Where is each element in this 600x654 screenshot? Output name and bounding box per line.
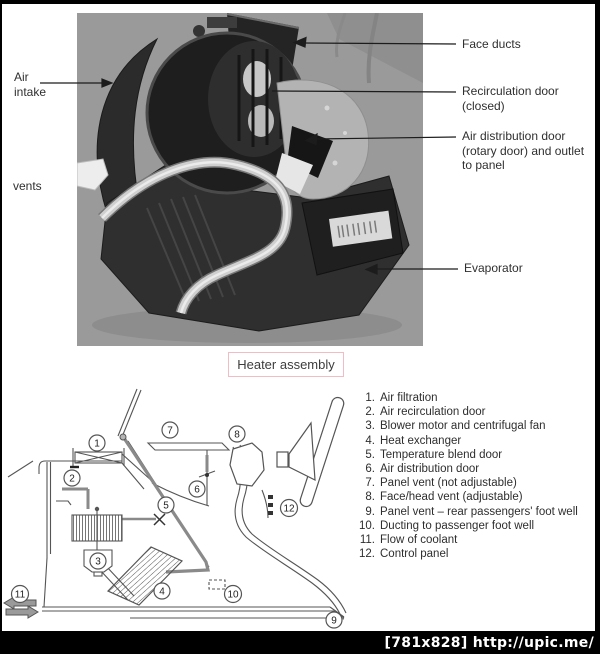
legend-item: 11. Flow of coolant bbox=[359, 534, 458, 547]
diagram-bonnet bbox=[8, 461, 33, 477]
label-evaporator: Evaporator bbox=[464, 261, 523, 275]
label-air-distribution-door: Air distribution door (rotary door) and outlet to panel bbox=[462, 129, 585, 172]
frame-border-left bbox=[0, 0, 2, 654]
diagram-coolant-arrow-right bbox=[6, 606, 38, 618]
callout-5: 5 bbox=[163, 500, 169, 512]
callout-12: 12 bbox=[283, 503, 295, 515]
legend-item: 1. Air filtration bbox=[365, 392, 438, 404]
diagram-face-vent bbox=[148, 443, 229, 450]
callout-7: 7 bbox=[167, 425, 173, 437]
air-intake-arrowhead bbox=[102, 79, 112, 87]
callout-6: 6 bbox=[194, 484, 200, 496]
diagram-instrument-binnacle bbox=[230, 443, 264, 486]
label-vents: vents bbox=[13, 179, 42, 193]
legend-item: 4. Heat exchanger bbox=[365, 434, 462, 447]
diagram-windscreen bbox=[118, 389, 137, 436]
legend-item: 8. Face/head vent (adjustable) bbox=[365, 491, 523, 504]
legend-item: 12. Control panel bbox=[359, 548, 449, 561]
callout-1: 1 bbox=[94, 438, 100, 450]
diagram-legend bbox=[356, 391, 578, 561]
legend-item: 6. Air distribution door bbox=[365, 463, 480, 476]
label-face-ducts: Face ducts bbox=[462, 37, 521, 51]
label-air-intake: Air intake bbox=[14, 70, 47, 99]
evaporator-arrowhead bbox=[366, 265, 377, 275]
callout-4: 4 bbox=[159, 586, 165, 598]
air-distribution-arrowhead bbox=[306, 134, 317, 145]
legend-item: 3. Blower motor and centrifugal fan bbox=[365, 420, 546, 433]
callout-3: 3 bbox=[95, 556, 101, 568]
diagram-blower-fan bbox=[72, 515, 122, 541]
callout-9: 9 bbox=[331, 615, 337, 627]
watermark-bar bbox=[0, 631, 600, 654]
legend-item: 2. Air recirculation door bbox=[365, 406, 486, 419]
legend-item: 7. Panel vent (not adjustable) bbox=[365, 477, 517, 490]
face-ducts-arrowhead bbox=[294, 38, 306, 48]
legend-item: 5. Temperature blend door bbox=[365, 448, 503, 461]
watermark-text: [781x828] http://upic.me/ bbox=[384, 634, 594, 651]
legend-item: 9. Panel vent – rear passengers' foot well bbox=[365, 505, 578, 518]
label-recirculation-door: Recirculation door (closed) bbox=[462, 84, 559, 113]
callout-8: 8 bbox=[234, 429, 240, 441]
caption-heater-assembly: Heater assembly bbox=[228, 352, 344, 377]
diagram-foot-duct bbox=[209, 580, 225, 589]
legend-item: 10. Ducting to passenger foot well bbox=[359, 519, 535, 532]
frame-border-right bbox=[595, 0, 600, 654]
callout-11: 11 bbox=[14, 589, 26, 601]
callout-10: 10 bbox=[227, 589, 239, 601]
diagram-heat-exchanger bbox=[108, 547, 182, 605]
frame-border-top bbox=[0, 0, 600, 4]
diagram-steering-column bbox=[289, 423, 315, 480]
callout-2: 2 bbox=[69, 473, 75, 485]
